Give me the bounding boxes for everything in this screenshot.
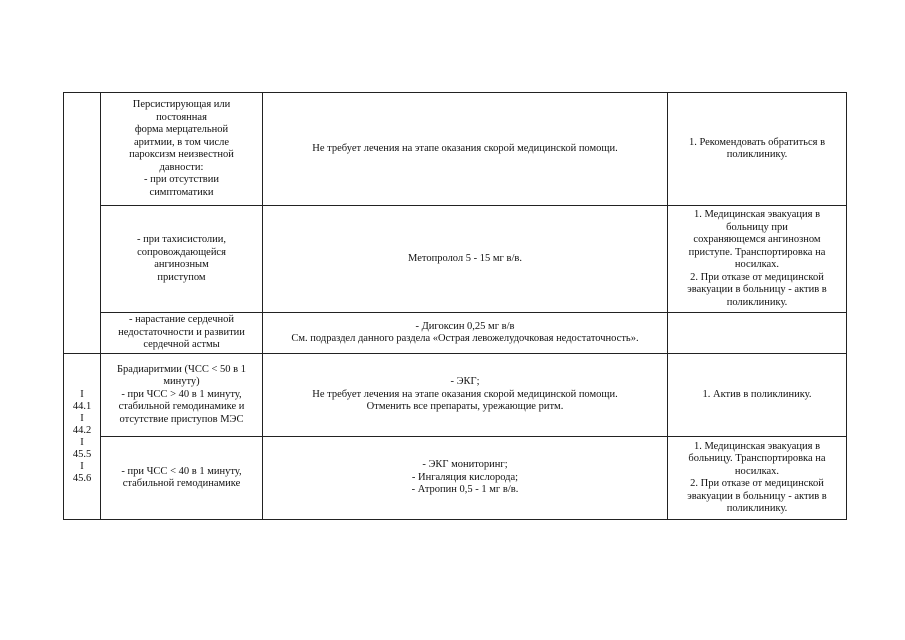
tactics-cell: 1. Рекомендовать обратиться в поликлинику. bbox=[668, 93, 847, 206]
code-cell-empty bbox=[64, 93, 101, 354]
table-row bbox=[64, 354, 847, 437]
treatment-cell: Метопролол 5 - 15 мг в/в. bbox=[263, 206, 668, 313]
condition-cell: - нарастание сердечной недостаточности и развитии сердечной астмы bbox=[101, 313, 263, 354]
condition-cell: Персистирующая или постоянная форма мерцательной аритмии, в том числе пароксизм неизвестной давности: - при отсутствии симптоматики bbox=[101, 93, 263, 206]
condition-cell: - при тахисистолии, сопровождающейся ангинозным приступом bbox=[101, 206, 263, 313]
table-row bbox=[64, 93, 847, 206]
condition-cell: - при ЧСС < 40 в 1 минуту, стабильной гемодинамике bbox=[101, 437, 263, 520]
treatment-cell: - Дигоксин 0,25 мг в/в См. подраздел данного раздела «Острая левожелудочковая недостаточность». bbox=[263, 313, 668, 354]
tactics-cell: 1. Актив в поликлинику. bbox=[668, 354, 847, 437]
tactics-cell-empty bbox=[668, 313, 847, 354]
protocol-table bbox=[63, 92, 847, 520]
icd-code-cell: I 44.1 I 44.2 I 45.5 I 45.6 bbox=[64, 354, 101, 520]
treatment-cell: - ЭКГ; Не требует лечения на этапе оказания скорой медицинской помощи. Отменить все препараты, урежающие ритм. bbox=[263, 354, 668, 437]
table-row bbox=[64, 437, 847, 520]
tactics-cell: 1. Медицинская эвакуация в больницу при сохраняющемся ангинозном приступе. Транспортировка на носилках. 2. При отказе от медицинской эвакуации в больницу - актив в поликлинику. bbox=[668, 206, 847, 313]
treatment-cell: Не требует лечения на этапе оказания скорой медицинской помощи. bbox=[263, 93, 668, 206]
tactics-cell: 1. Медицинская эвакуация в больницу. Транспортировка на носилках. 2. При отказе от медицинской эвакуации в больницу - актив в поликлинику. bbox=[668, 437, 847, 520]
condition-cell: Брадиаритмии (ЧСС < 50 в 1 минуту) - при ЧСС > 40 в 1 минуту, стабильной гемодинамике и отсутствие приступов МЭС bbox=[101, 354, 263, 437]
table-row bbox=[64, 313, 847, 354]
treatment-cell: - ЭКГ мониторинг; - Ингаляция кислорода; - Атропин 0,5 - 1 мг в/в. bbox=[263, 437, 668, 520]
table-row bbox=[64, 206, 847, 313]
